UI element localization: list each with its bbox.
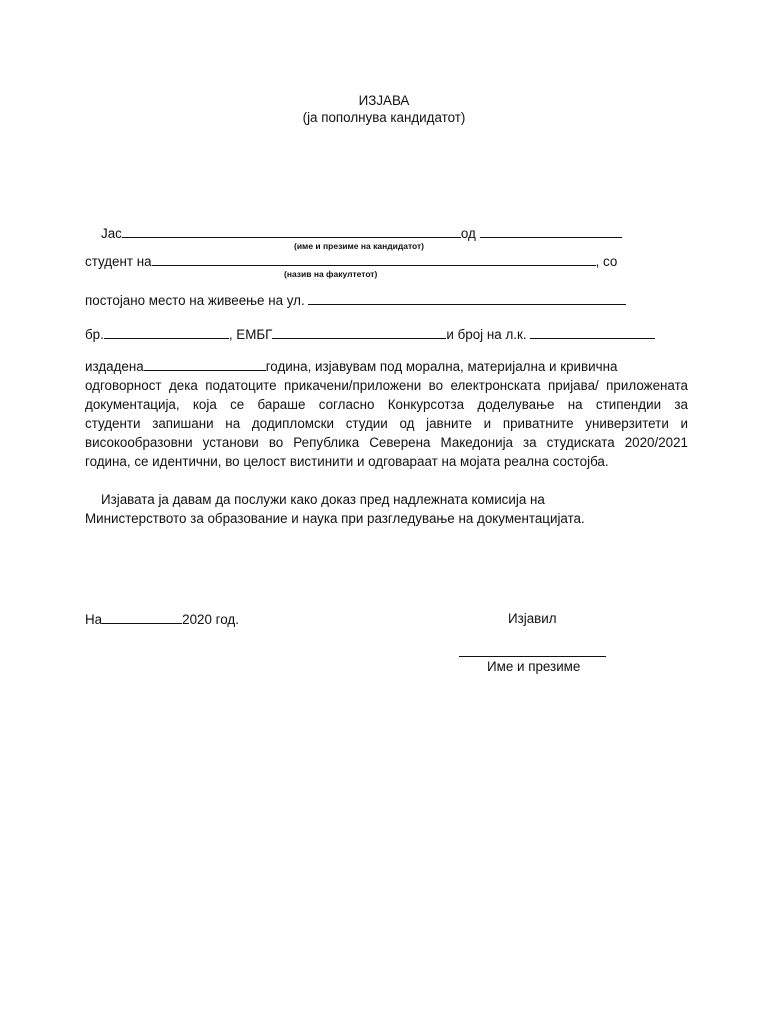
id-line: [85, 326, 655, 342]
document-title: ИЗЈАВА: [358, 93, 410, 108]
faculty-field[interactable]: [152, 253, 596, 266]
paragraph-line: студенти запишани на додипломски студии од јавните и приватните универзитети и: [85, 416, 688, 431]
street-field[interactable]: [308, 292, 626, 305]
number-field[interactable]: [104, 326, 229, 339]
name-line: [101, 225, 622, 241]
id-card-field[interactable]: [530, 326, 655, 339]
from-label: од: [460, 226, 476, 241]
date-prefix: На: [85, 612, 103, 627]
signature-field[interactable]: [459, 656, 606, 657]
embg-label: , ЕМБГ: [228, 327, 273, 342]
address-line: [85, 292, 626, 308]
declaration-paragraph: [85, 357, 688, 471]
with-label: , со: [595, 254, 618, 269]
paragraph-line: [85, 357, 688, 376]
date-line: [85, 611, 239, 627]
id-card-label: и број на л.к.: [446, 327, 527, 342]
paragraph-line: Изјавата ја давам да послужи како доказ пред надлежната комисија на: [101, 492, 545, 507]
year-label: 2020 год.: [182, 612, 239, 627]
date-field[interactable]: [102, 611, 182, 624]
name-field[interactable]: [122, 225, 461, 238]
purpose-paragraph: [85, 490, 688, 528]
signature-caption: Име и презиме: [487, 659, 581, 674]
faculty-line: [85, 253, 617, 269]
faculty-hint: (назив на факултетот): [284, 269, 378, 279]
name-hint: (име и презиме на кандидатот): [294, 241, 425, 251]
declarant-label: Изјавил: [508, 611, 557, 626]
issued-label: издадена: [85, 359, 144, 374]
issued-field[interactable]: [144, 358, 266, 371]
document-subtitle: (ја пополнува кандидатот): [302, 110, 466, 125]
paragraph-text: година, изјавувам под моралнa, материјална и кривична: [265, 359, 618, 374]
student-label: студент на: [85, 254, 152, 269]
address-label: постојано место на живеење на ул.: [85, 293, 305, 308]
embg-field[interactable]: [272, 326, 446, 339]
paragraph-line: високообразовни установи во Република Северена Македонија за студиската 2020/2021: [85, 435, 688, 450]
number-label: бр.: [85, 327, 104, 342]
origin-field[interactable]: [480, 225, 622, 238]
paragraph-line: Министерството за образование и наука при разгледување на документацијата.: [85, 511, 585, 526]
paragraph-line: одговорност дека податоците прикачени/приложени во електронската пријава/ приложената: [85, 378, 688, 393]
paragraph-line: година, се идентични, во целост вистинити и одговараат на мојата реална состојба.: [85, 454, 609, 469]
name-label: Јас: [101, 226, 122, 241]
paragraph-line: документација, која се бараше согласно Конкурсотза доделување на стипендии за: [85, 397, 688, 412]
